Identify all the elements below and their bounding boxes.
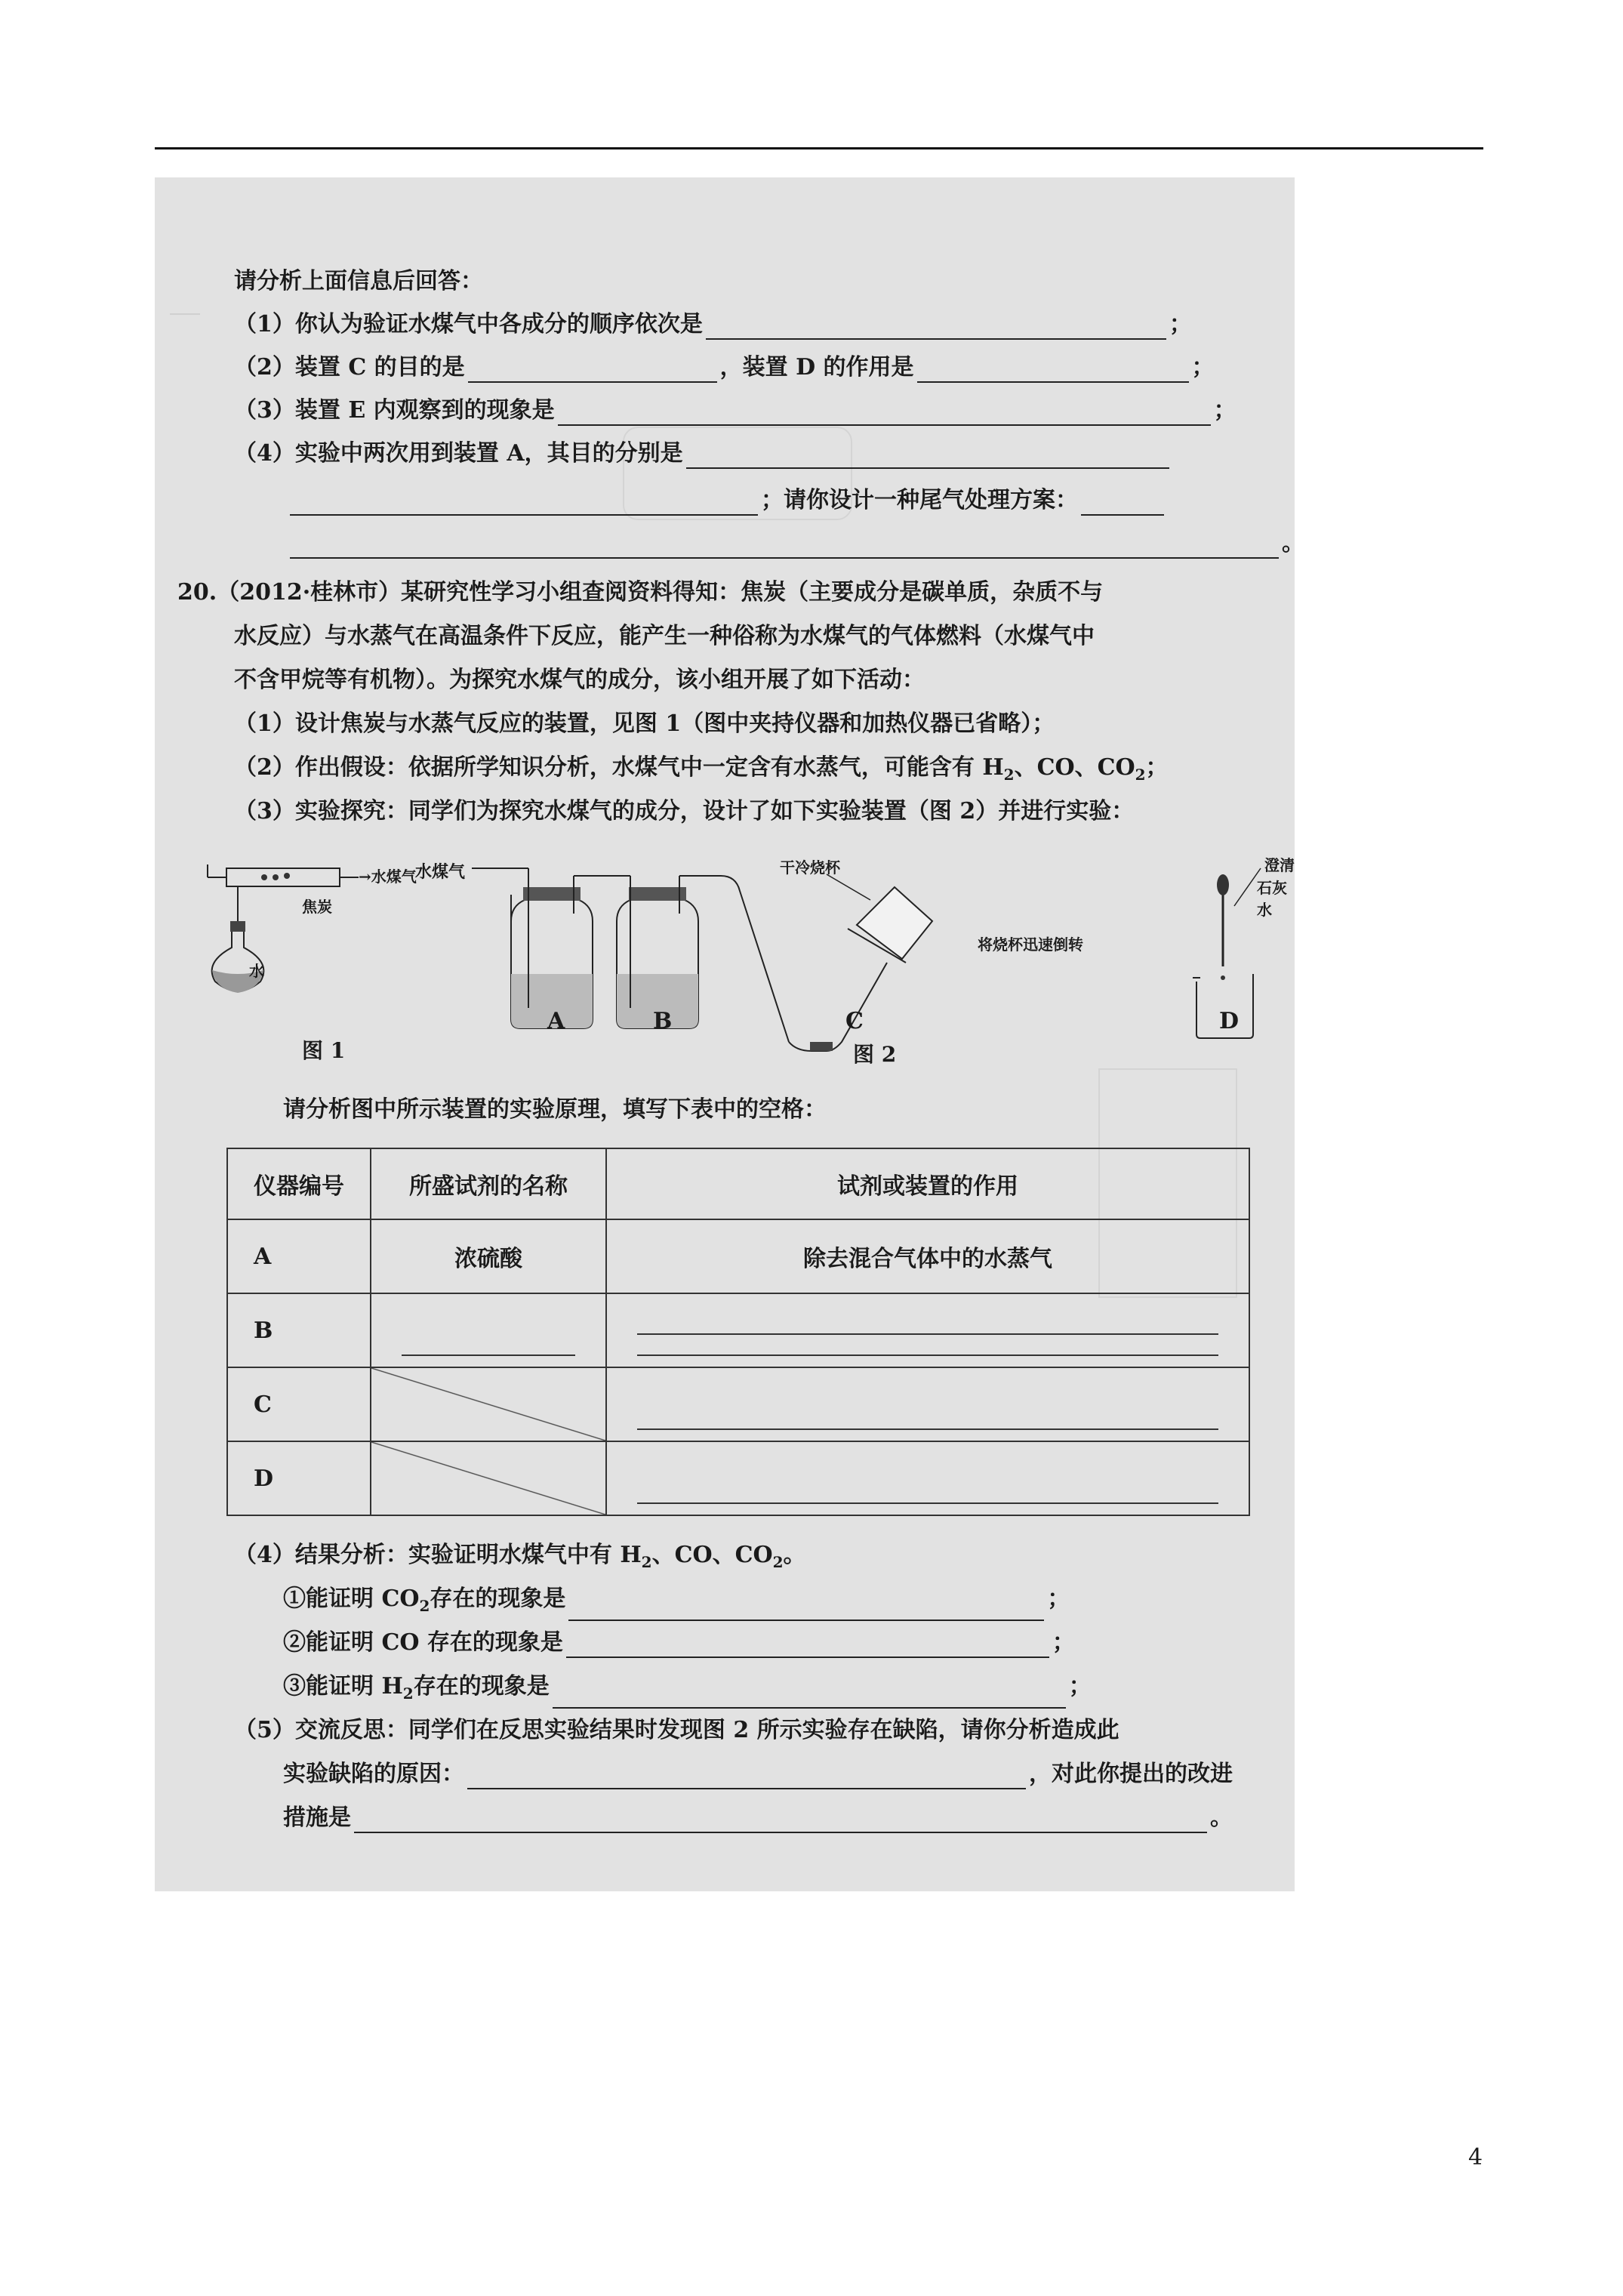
figure-2-gas-in-label: 水煤气 [415,862,466,882]
answer-blank[interactable] [917,359,1189,383]
page-number: 4 [1468,2144,1483,2171]
q19-tail-line: ；请你设计一种尾气处理方案： [287,485,1167,516]
figure-2-caption: 图 2 [853,1042,897,1067]
table-cell-slashed [371,1367,606,1441]
table-intro: 请分析图中所示装置的实验原理，填写下表中的空格： [283,1096,827,1123]
figure-2-lime-label-1: 澄清 [1264,856,1295,874]
q20-stem-line-2: 水反应）与水蒸气在高温条件下反应，能产生一种俗称为水煤气的气体燃料（水煤气中 [234,623,1095,649]
table-cell-role[interactable] [606,1441,1249,1515]
figure-1-water-label: 水 [249,962,264,980]
table-row [227,1367,1249,1441]
table-cell-role[interactable] [606,1367,1249,1441]
header-rule [155,147,1483,149]
table-row [227,1293,1249,1367]
table-cell-id: A [227,1219,371,1293]
reflection-line-1: （5）交流反思：同学们在反思实验结果时发现图 2 所示实验存在缺陷，请你分析造成此 [234,1717,1119,1743]
table-cell-reagent[interactable] [371,1293,606,1367]
answer-table [226,1148,1250,1516]
table-row [227,1441,1249,1515]
answer-blank[interactable] [558,402,1211,426]
table-header-cell: 所盛试剂的名称 [371,1148,606,1219]
answer-blank[interactable] [1081,492,1164,516]
figure-2-letter-d: D [1219,1008,1240,1034]
q19-item-3: （3）装置 E 内观察到的现象是 ； [234,396,1236,426]
figure-2-letter-b: B [653,1008,673,1034]
proof-h2: ③能证明 $H_2$存在的现象是 ； [283,1672,1092,1709]
figure-1-caption: 图 1 [302,1038,346,1063]
figure-2-lime-label-2: 石灰水 [1257,879,1287,919]
figure-2-dry-beaker-label: 干冷烧杯 [780,858,840,877]
q19-item-2: （2）装置 C 的目的是 ，装置 D 的作用是 ； [234,353,1215,383]
q20-step-1: （1）设计焦炭与水蒸气反应的装置，见图 1（图中夹持仪器和加热仪器已省略）； [234,710,1055,737]
answer-blank[interactable] [467,1765,1026,1789]
q19-intro: 请分析上面信息后回答： [234,268,483,294]
table-header-row [227,1148,1249,1219]
reflection-line-3: 措施是 。 [283,1803,1233,1833]
figure-2-invert-label: 将烧杯迅速倒转 [978,935,1083,954]
bleed-mark [170,291,200,315]
scanned-page [155,177,1304,1891]
table-header-cell: 仪器编号 [227,1148,371,1219]
answer-blank[interactable] [637,1333,1218,1335]
q19-end-line: 。 [287,529,1304,559]
answer-blank[interactable] [402,1354,575,1356]
table-cell-reagent: 浓硫酸 [371,1219,606,1293]
q20-step-2: （2）作出假设：依据所学知识分析，水煤气中一定含有水蒸气，可能含有 $H_2$、CO、$CO_2$； [234,754,1169,784]
answer-blank[interactable] [566,1634,1049,1658]
table-cell-role: 除去混合气体中的水蒸气 [606,1219,1249,1293]
answer-blank[interactable] [568,1597,1044,1621]
answer-blank[interactable] [553,1684,1066,1709]
q20-step-3: （3）实验探究：同学们为探究水煤气的成分，设计了如下实验装置（图 2）并进行实验： [234,798,1135,824]
q19-item-4: （4）实验中两次用到装置 A，其目的分别是 [234,439,1172,469]
answer-blank[interactable] [637,1428,1218,1430]
proof-co2: ①能证明 $CO_2$存在的现象是 ； [283,1584,1070,1621]
q20-stem-line-1: 20.（2012·桂林市）某研究性学习小组查阅资料得知：焦炭（主要成分是碳单质，杂质不与 [177,579,1104,606]
answer-blank[interactable] [354,1809,1207,1833]
figure-2-letter-c: C [845,1008,864,1034]
result-analysis: （4）结果分析：实验证明水煤气中有 $H_2$、CO、$CO_2$。 [234,1542,806,1571]
figure-1-gas-label: →水煤气 [359,868,417,886]
q19-item-1: （1）你认为验证水煤气中各成分的顺序依次是 ； [234,310,1192,340]
reflection-line-2: 实验缺陷的原因： ，对此你提出的改进 [283,1759,1233,1789]
answer-blank[interactable] [706,316,1166,340]
answer-blank[interactable] [686,445,1169,469]
table-cell-id: D [227,1441,371,1515]
answer-blank[interactable] [290,535,1279,559]
proof-co: ②能证明 CO 存在的现象是 ； [283,1628,1075,1658]
table-cell-role[interactable] [606,1293,1249,1367]
answer-blank[interactable] [637,1502,1218,1504]
table-header-cell: 试剂或装置的作用 [606,1148,1249,1219]
figure-2-letter-a: A [547,1008,565,1034]
answer-blank[interactable] [290,492,758,516]
figure-1-coke-label: 焦炭 [302,898,332,916]
table-cell-id: B [227,1293,371,1367]
table-cell-slashed [371,1441,606,1515]
q20-stem-line-3: 不含甲烷等有机物）。为探究水煤气的成分，该小组开展了如下活动： [234,667,925,693]
table-cell-id: C [227,1367,371,1441]
table-row [227,1219,1249,1293]
answer-blank[interactable] [637,1354,1218,1356]
answer-blank[interactable] [468,359,717,383]
